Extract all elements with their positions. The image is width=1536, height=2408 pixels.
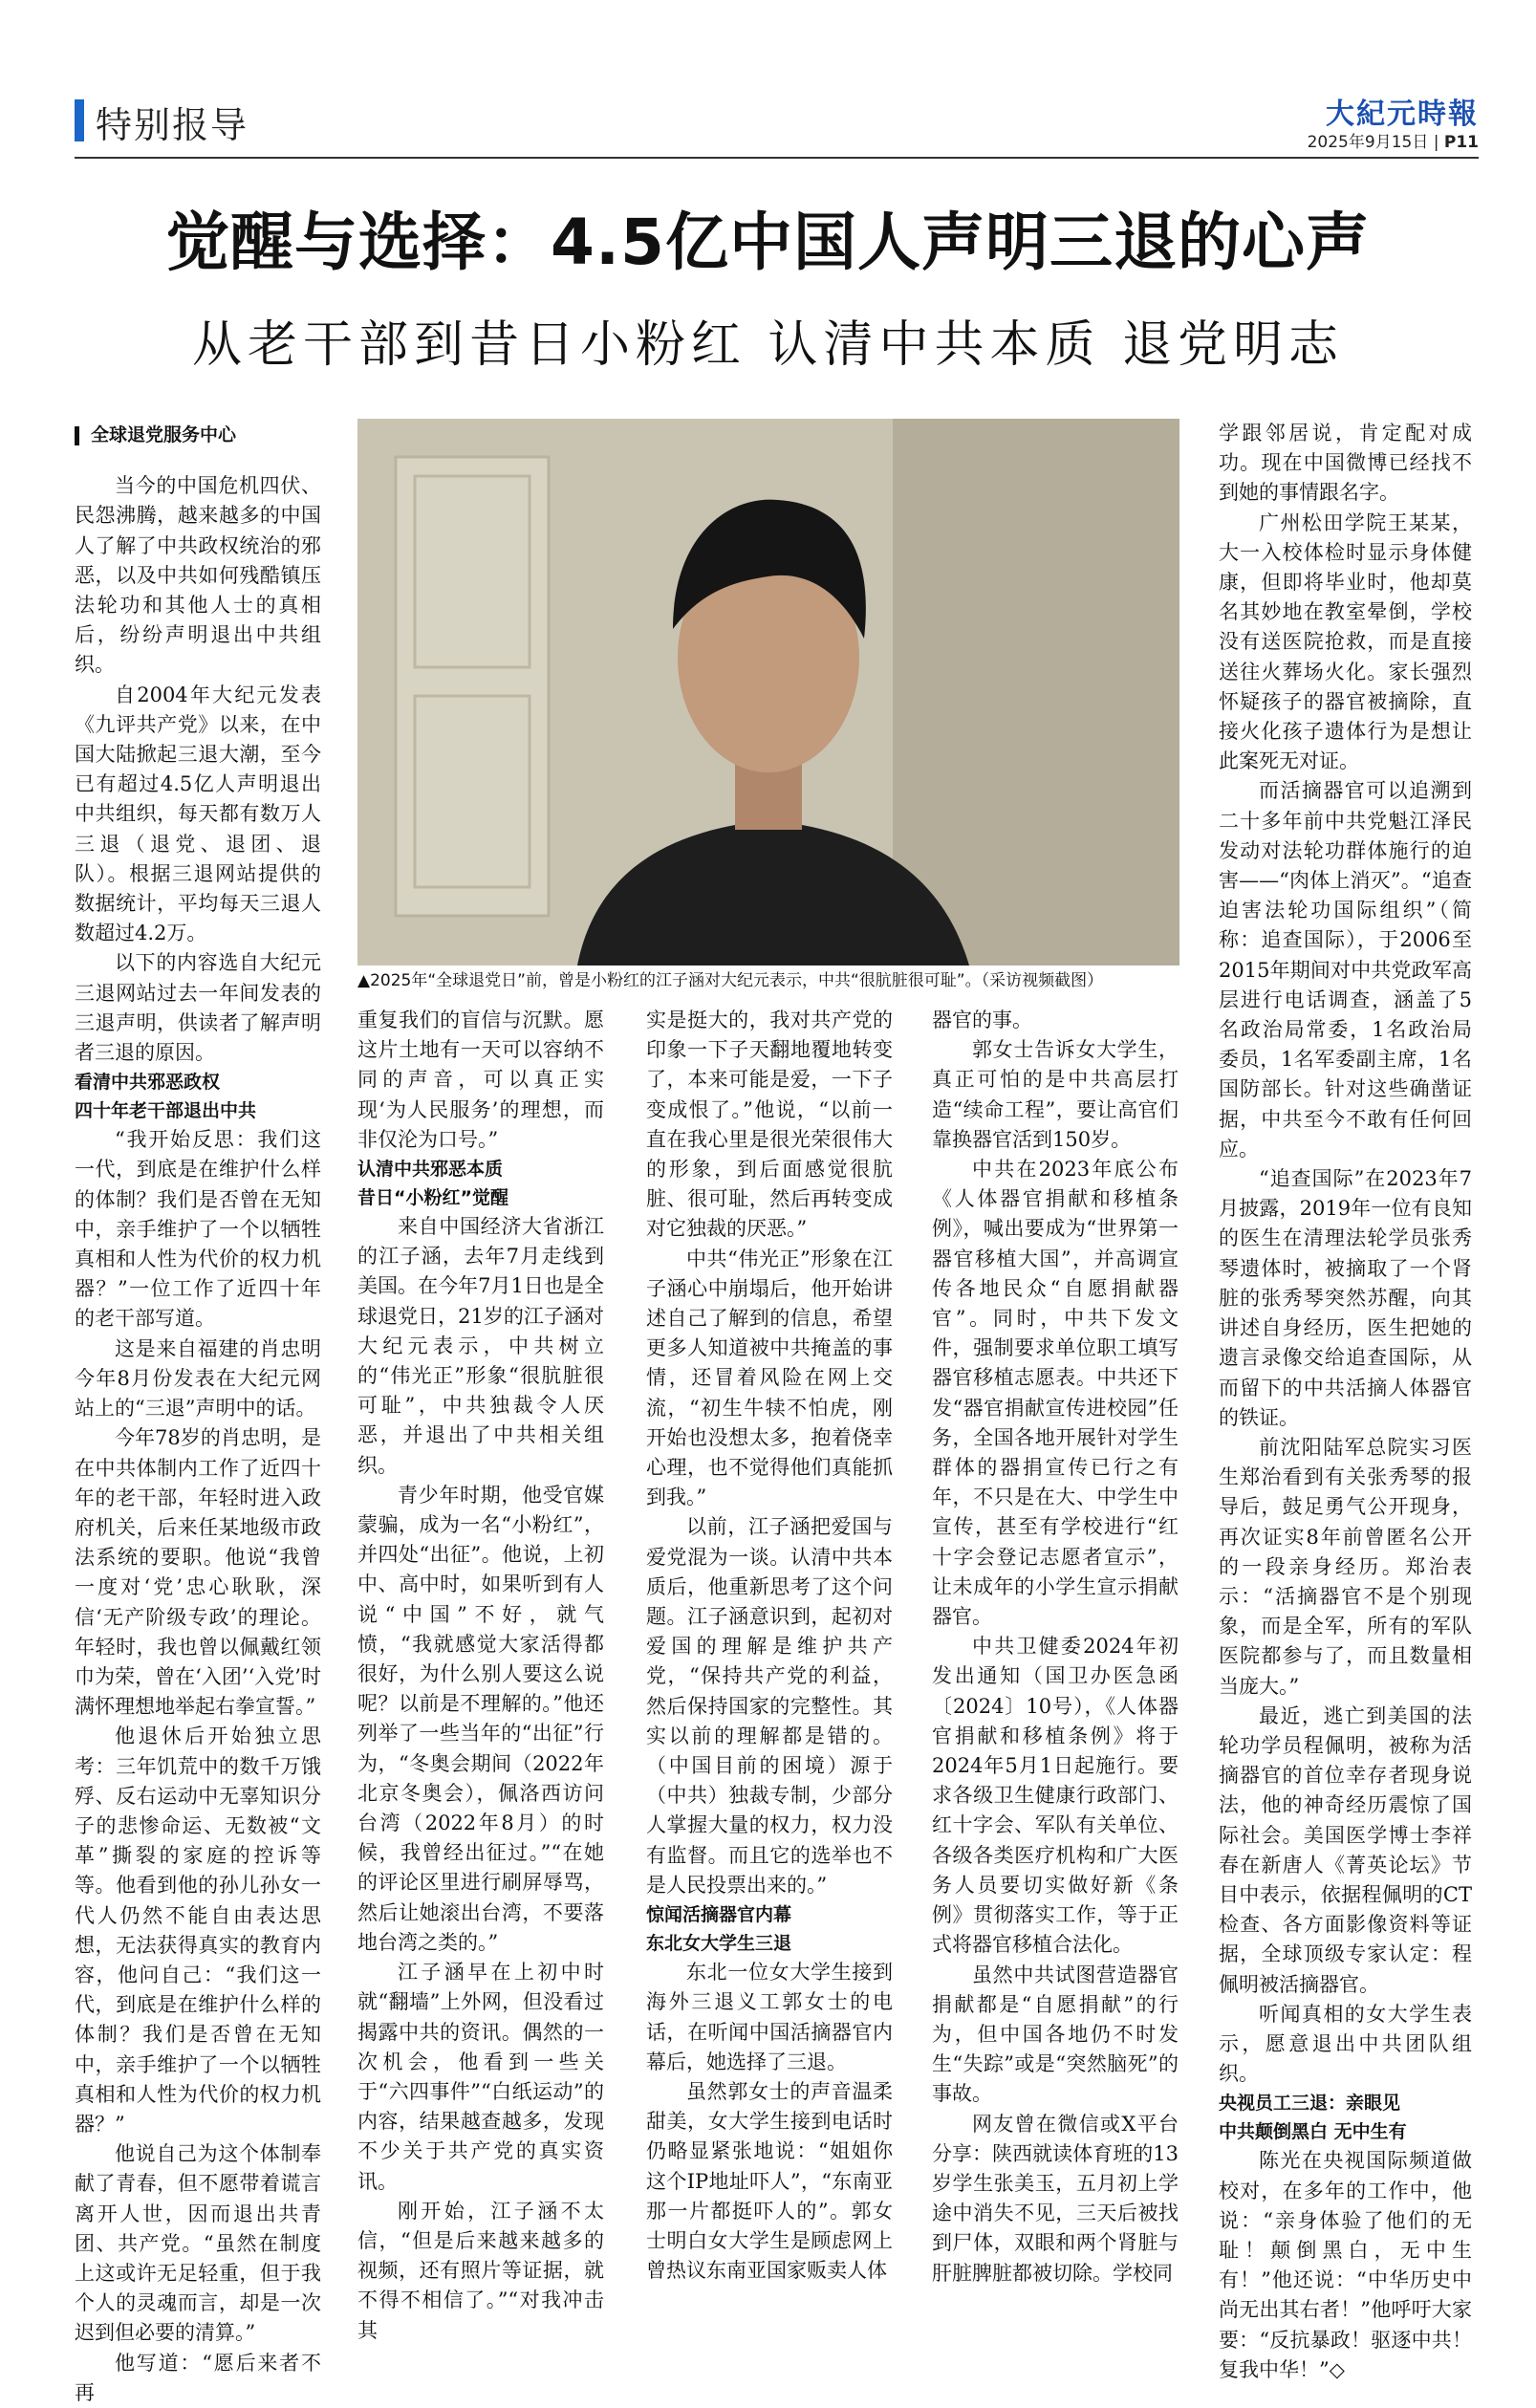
article-column-3 [646,1006,893,2286]
article-photo [357,419,1179,965]
paragraph: 他退休后开始独立思考：三年饥荒中的数千万饿殍、反右运动中无辜知识分子的悲惨命运、无数被“文革”撕裂的家庭的控诉等等。他看到他的孙儿孙女一代人仍然不能自由表达思想，无法获得真实的教育内容，他问自己：“我们这一代，到底是在维护什么样的体制？我们是否曾在无知中，亲手维护了一个以牺牲真相和人性为代价的权力机器？” [75,1725,321,2136]
article-column-5 [1219,419,1472,2385]
paragraph: 青少年时期，他受官媒蒙骗，成为一名“小粉红”，并四处“出征”。他说，上初中、高中时，如果听到有人说“中国”不好，就气愤，“我就感觉大家活得都很好，为什么别人要这么说呢？以前是不理解的。”他还列举了一些当年的“出征”行为，“冬奥会期间（2022年北京冬奥会），佩洛西访问台湾（2022年8月）的时候，我曾经出征过。”“在她的评论区里进行刷屏辱骂，然后让她滚出台湾，不要落地台湾之类的。” [357,1483,604,1954]
subheading: 央视员工三退：亲眼见 中共颠倒黑白 无中生有 [1219,2093,1407,2143]
paragraph: 江子涵早在上初中时就“翻墙”上外网，但没看过揭露中共的资讯。偶然的一次机会，他看到一些关于“六四事件”“白纸运动”的内容，结果越查越多，发现不少关于共产党的真实资讯。 [357,1961,604,2193]
paragraph: 今年78岁的肖忠明，是在中共体制内工作了近四十年的老干部，年轻时进入政府机关，后来任某地级市政法系统的要职。他说“我曾一度对‘党’忠心耿耿，深信‘无产阶级专政’的理论。年轻时，我也曾以佩戴红领巾为荣，曾在‘入团’‘入党’时满怀理想地举起右拳宣誓。” [75,1426,321,1719]
paragraph: 听闻真相的女大学生表示，愿意退出中共团队组织。 [1219,2002,1472,2086]
section-marker [75,99,84,141]
subheadline: 从老干部到昔日小粉红 认清中共本质 退党明志 [191,316,1345,374]
paragraph: 以下的内容选自大纪元三退网站过去一年间发表的三退声明，供读者了解声明者三退的原因。 [75,951,321,1065]
paragraph: 他写道：“愿后来者不再 [75,2351,321,2404]
paragraph: 陈光在央视国际频道做校对，在多年的工作中，他说：“亲身体验了他们的无耻！颠倒黑白，无中生有！”他还说：“中华历史中尚无出其右者！”他呼吁大家要：“反抗暴政！驱逐中共！复我中华！”◇ [1219,2149,1472,2381]
paragraph: 而活摘器官可以追溯到二十多年前中共党魁江泽民发动对法轮功群体施行的迫害——“肉体上消灭”。“追查迫害法轮功国际组织”（简称：追查国际），于2006至2015年期间对中共党政军高层进行电话调查，涵盖了5名政治局常委，1名政治局委员，1名军委副主席，1名国防部长。针对这些确凿证据，中共至今不敢有任何回应。 [1219,779,1472,1161]
article-column-1 [75,421,321,2408]
paragraph: 刚开始，江子涵不太信，“但是后来越来越多的视频，还有照片等证据，就不得不相信了。”“对我冲击其 [357,2199,604,2342]
photo-caption: ▲2025年“全球退党日”前，曾是小粉红的江子涵对大纪元表示，中共“很肮脏很可耻”。（采访视频截图） [357,971,1104,990]
photo-illustration [357,419,1179,965]
paragraph: “我开始反思：我们这一代，到底是在维护什么样的体制？我们是否曾在无知中，亲手维护了一个以牺牲真相和人性为代价的权力机器？”一位工作了近四十年的老干部写道。 [75,1128,321,1331]
paragraph: 当今的中国危机四伏、民怨沸腾，越来越多的中国人了解了中共政权统治的邪恶，以及中共如何残酷镇压法轮功和其他人士的真相后，纷纷声明退出中共组织。 [75,474,321,677]
issue-date: 2025年9月15日 [1307,133,1429,152]
paragraph: 器官的事。 [932,1009,1032,1031]
byline-marker [75,426,79,445]
article-column-2 [357,1006,604,2346]
paragraph: 中共卫健委2024年初发出通知（国卫办医急函〔2024〕10号），《人体器官捐献和移植条例》将于2024年5月1日起施行。要求各级卫生健康行政部门、红十字会、军队有关单位、各级各类医疗机构和广大医务人员要切实做好新《条例》贯彻落实工作，等于正式将器官移植合法化。 [932,1635,1179,1957]
paragraph: “追查国际”在2023年7月披露，2019年一位有良知的医生在清理法轮学员张秀琴遗体时，被摘取了一个肾脏的张秀琴突然苏醒，向其讲述自身经历，医生把她的遗言录像交给追查国际，从而留下的中共活摘人体器官的铁证。 [1219,1167,1472,1429]
paragraph: 最近，逃亡到美国的法轮功学员程佩明，被称为活摘器官的首位幸存者现身说法，他的神奇经历震惊了国际社会。美国医学博士李祥春在新唐人《菁英论坛》节目中表示，依据程佩明的CT检查、各方面影像资料等证据，全球顶级专家认定：程佩明被活摘器官。 [1219,1703,1472,1996]
headline: 觉醒与选择：4.5亿中国人声明三退的心声 [166,206,1370,279]
paragraph: 他说自己为这个体制奉献了青春，但不愿带着谎言离开人世，因而退出共青团、共产党。“虽然在制度上这或许无足轻重，但于我个人的灵魂而言，却是一次迟到但必要的清算。” [75,2142,321,2345]
paragraph: 实是挺大的，我对共产党的印象一下子天翻地覆地转变了，本来可能是爱，一下子变成恨了。”他说，“以前一直在我心里是很光荣很伟大的形象，到后面感觉很肮脏、很可耻，然后再转变成对它独裁的厌恶。” [646,1009,893,1241]
paragraph: 以前，江子涵把爱国与爱党混为一谈。认清中共本质后，他重新思考了这个问题。江子涵意识到，起初对爱国的理解是维护共产党，“保持共产党的利益，然后保持国家的完整性。其实以前的理解都是错的。（中国目前的困境）源于（中共）独裁专制，少部分人掌握大量的权力，权力没有监督。而且它的选举也不是人民投票出来的。” [646,1515,893,1897]
article-column-4 [932,1006,1179,2289]
paragraph: 中共“伟光正”形象在江子涵心中崩塌后，他开始讲述自己了解到的信息，希望更多人知道被中共掩盖的事情，还冒着风险在网上交流，“初生牛犊不怕虎，刚开始也没想太多，抱着侥幸心理，也不觉得他们真能抓到我。” [646,1247,893,1509]
page-number: P11 [1443,133,1479,152]
header-rule [75,157,1479,159]
paragraph: 郭女士告诉女大学生，真正可怕的是中共高层打造“续命工程”，要让高官们靠换器官活到150岁。 [932,1038,1179,1151]
paragraph: 中共在2023年底公布《人体器官捐献和移植条例》，喊出要成为“世界第一器官移植大国”，并高调宣传各地民众“自愿捐献器官”。同时，中共下发文件，强制要求单位职工填写器官移植志愿表。中共还下发“器官捐献宣传进校园”任务，全国各地开展针对学生群体的器捐宣传已行之有年，不只是在大、中学生中宣传，甚至有学校进行“红十字会登记志愿者宣示”，让未成年的小学生宣示捐献器官。 [932,1158,1179,1629]
paragraph: 自2004年大纪元发表《九评共产党》以来，在中国大陆掀起三退大潮，至今已有超过4.5亿人声明退出中共组织，每天都有数万人三退（退党、退团、退队）。根据三退网站提供的数据统计，平均每天三退人数超过4.2万。 [75,683,321,945]
paragraph: 虽然郭女士的声音温柔甜美，女大学生接到电话时仍略显紧张地说：“姐姐你这个IP地址吓人”，“东南亚那一片都挺吓人的”。郭女士明白女大学生是顾虑网上曾热议东南亚国家贩卖人体 [646,2079,893,2283]
section-label: 特别报导 [96,104,249,146]
paragraph: 重复我们的盲信与沉默。愿这片土地有一天可以容纳不同的声音，可以真正实现‘为人民服务’的理想，而非仅沦为口号。” [357,1009,604,1151]
paragraph: 前沈阳陆军总院实习医生郑治看到有关张秀琴的报导后，鼓足勇气公开现身，再次证实8年前曾匿名公开的一段亲身经历。郑治表示：“活摘器官不是个别现象，而是全军，所有的军队医院都参与了，而且数量相当庞大。” [1219,1435,1472,1698]
paragraph: 广州松田学院王某某，大一入校体检时显示身体健康，但即将毕业时，他却莫名其妙地在教室晕倒，学校没有送医院抢救，而是直接送往火葬场火化。家长强烈怀疑孩子的器官被摘除，直接火化孩子遗体行为是想让此案死无对证。 [1219,510,1472,773]
paragraph: 东北一位女大学生接到海外三退义工郭女士的电话，在听闻中国活摘器官内幕后，她选择了三退。 [646,1961,893,2073]
paragraph: 虽然中共试图营造器官捐献都是“自愿捐献”的行为，但中国各地仍不时发生“失踪”或是“突然脑死”的事故。 [932,1963,1179,2106]
paragraph: 网友曾在微信或X平台分享：陕西就读体育班的13岁学生张美玉，五月初上学途中消失不见，三天后被找到尸体，双眼和两个肾脏与肝脏脾脏都被切除。学校同 [932,2112,1179,2285]
subheading: 看清中共邪恶政权 四十年老干部退出中共 [75,1072,257,1122]
byline-text: 全球退党服务中心 [91,424,237,445]
byline [75,421,321,450]
subheading: 认清中共邪恶本质 昔日“小粉红”觉醒 [357,1159,508,1209]
subheading: 惊闻活摘器官内幕 东北女大学生三退 [646,1904,792,1955]
newspaper-masthead-logo: 大紀元時報 [1326,98,1479,131]
paragraph: 学跟邻居说，肯定配对成功。现在中国微博已经找不到她的事情跟名字。 [1219,422,1472,505]
dateline: 2025年9月15日 | P11 [1307,133,1479,152]
paragraph: 来自中国经济大省浙江的江子涵，去年7月走线到美国。在今年7月1日也是全球退党日，21岁的江子涵对大纪元表示，中共树立的“伟光正”形象“很肮脏很可耻”，中共独裁令人厌恶，并退出了中共相关组织。 [357,1215,604,1477]
paragraph: 这是来自福建的肖忠明今年8月份发表在大纪元网站上的“三退”声明中的话。 [75,1336,321,1421]
